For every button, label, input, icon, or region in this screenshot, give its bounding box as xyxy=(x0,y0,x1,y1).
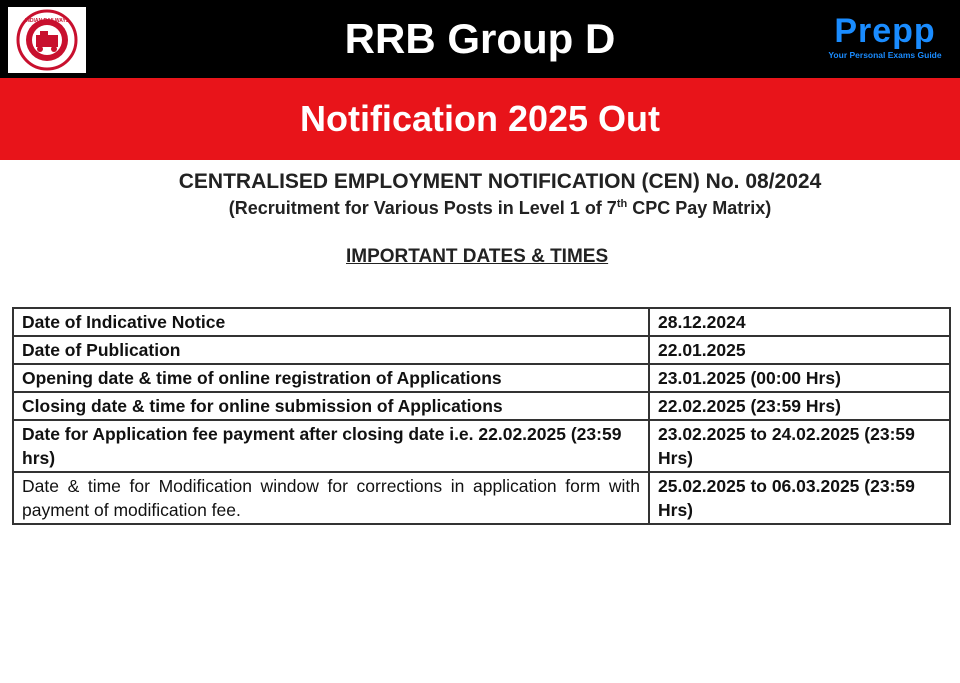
date-cell: 22.02.2025 (23:59 Hrs) xyxy=(649,392,950,420)
subtitle-text-post: CPC Pay Matrix) xyxy=(627,198,772,218)
table-row xyxy=(13,364,950,392)
notification-subtitle xyxy=(0,198,960,219)
notification-title: CENTRALISED EMPLOYMENT NOTIFICATION (CEN) No. 08/2024 xyxy=(178,170,822,193)
event-cell: Date of Publication xyxy=(13,336,649,364)
prepp-brand-logo xyxy=(820,12,950,60)
important-dates-table xyxy=(12,307,951,525)
subtitle-superscript: th xyxy=(616,198,628,210)
table-row xyxy=(13,308,950,336)
event-cell: Date of Indicative Notice xyxy=(13,308,649,336)
subtitle-text-pre: (Recruitment for Various Posts in Level 1 of 7 xyxy=(228,198,617,218)
date-cell: 25.02.2025 to 06.03.2025 (23:59 Hrs) xyxy=(649,472,950,524)
table-row xyxy=(13,420,950,472)
event-cell: Date & time for Modification window for corrections in application form with payment of modification fee. xyxy=(13,472,649,524)
page-title: RRB Group D xyxy=(344,15,616,62)
date-cell: 23.01.2025 (00:00 Hrs) xyxy=(649,364,950,392)
brand-name: Prepp xyxy=(834,12,936,50)
svg-text:INDIAN RAILWAYS: INDIAN RAILWAYS xyxy=(24,18,70,24)
table-row xyxy=(13,472,950,524)
event-cell: Date for Application fee payment after closing date i.e. 22.02.2025 (23:59 hrs) xyxy=(13,420,649,472)
banner-subtitle: Notification 2025 Out xyxy=(299,98,661,139)
brand-tagline: Your Personal Exams Guide xyxy=(828,50,942,60)
date-cell: 28.12.2024 xyxy=(649,308,950,336)
date-cell: 22.01.2025 xyxy=(649,336,950,364)
table-row xyxy=(13,392,950,420)
table-row xyxy=(13,336,950,364)
date-cell: 23.02.2025 to 24.02.2025 (23:59 Hrs) xyxy=(649,420,950,472)
section-heading: IMPORTANT DATES & TIMES xyxy=(346,246,609,267)
event-cell: Opening date & time of online registration of Applications xyxy=(13,364,649,392)
event-cell: Closing date & time for online submission of Applications xyxy=(13,392,649,420)
